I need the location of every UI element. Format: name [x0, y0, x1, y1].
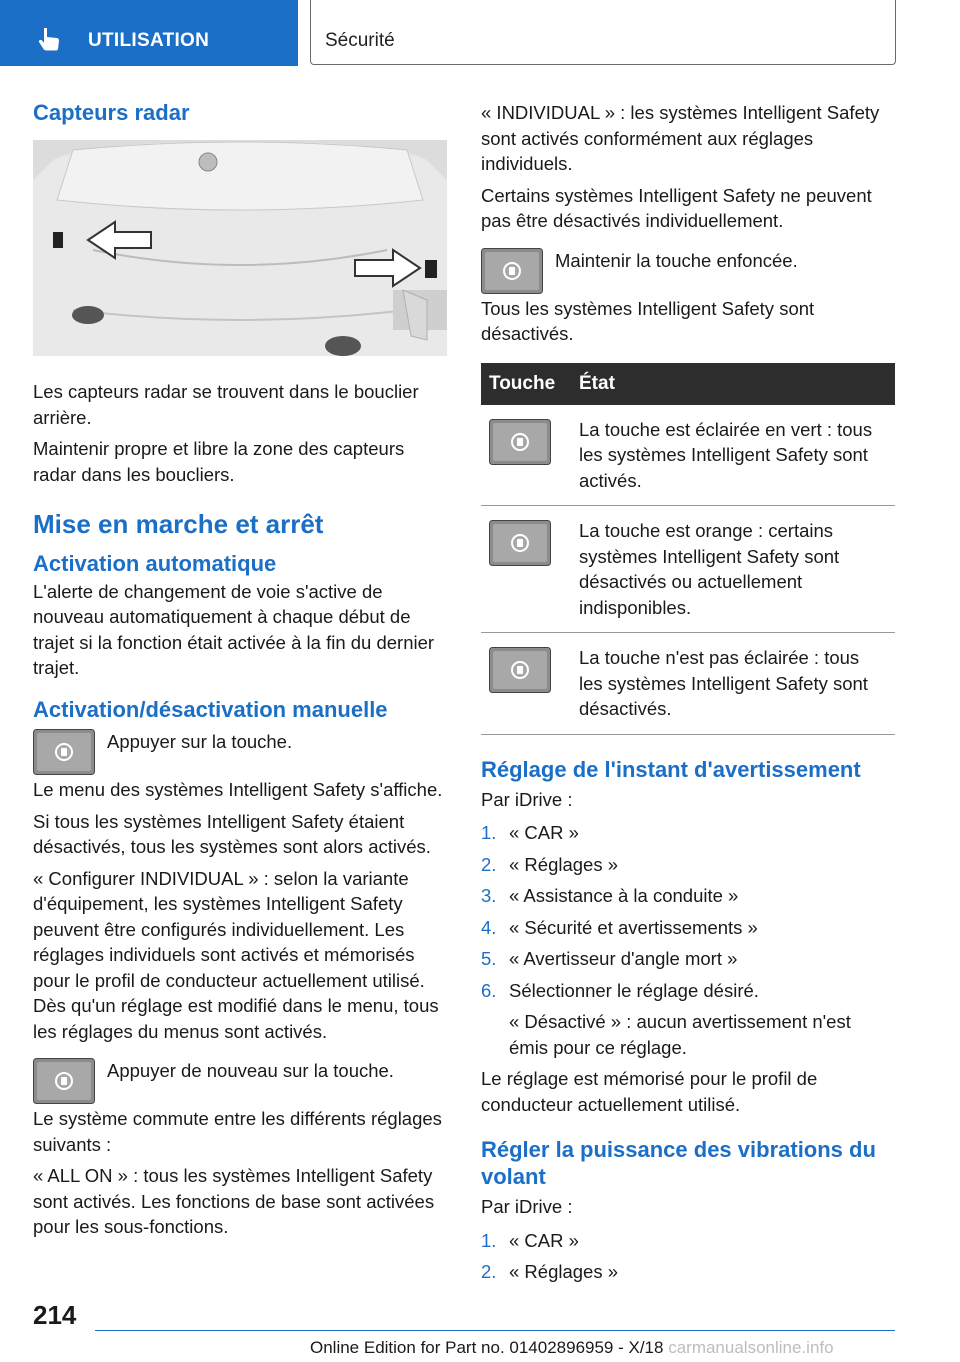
button-instruction-2 — [33, 1058, 447, 1104]
table-header-etat: État — [571, 363, 895, 405]
button-2-line-2: Le système commute entre les différents réglages suivants : — [33, 1108, 442, 1155]
table-row — [481, 633, 895, 735]
list-item: 2. « Réglages » — [481, 853, 619, 875]
list-item: 4. « Sécurité et avertissements » — [481, 916, 758, 938]
heading-manual: Activation/désactivation manuelle — [33, 696, 388, 722]
button-1-line-1: Appuyer sur la touche. — [107, 731, 293, 753]
par-idrive-2: Par iDrive : — [481, 1196, 573, 1218]
left-column — [33, 100, 447, 1246]
list-item: 3. « Assistance à la conduite » — [481, 885, 739, 907]
radar-paragraph-1: Les capteurs radar se trouvent dans le bouclier arrière. — [33, 381, 419, 428]
allon-paragraph: « ALL ON » : tous les systèmes Intelligent Safety sont activés. Les fonctions de base sont activées pour les sous-fonctions. — [33, 1165, 435, 1238]
section-label: Sécurité — [325, 30, 395, 51]
heading-vibrations: Régler la puissance des vibrations du volant — [481, 1137, 876, 1189]
button-2-line-1: Appuyer de nouveau sur la touche. — [107, 1060, 394, 1082]
safety-button-icon — [481, 248, 543, 294]
safety-button-icon — [489, 520, 551, 566]
car-rear-radar-image — [33, 140, 447, 356]
table-cell-etat: La touche est éclairée en vert : tous les systèmes Intelligent Safety sont activés. — [571, 405, 895, 506]
table-cell-etat: La touche est orange : certains systèmes Intelligent Safety sont désactivés ou actuellement indisponibles. — [571, 506, 895, 633]
hand-pointer-icon — [38, 27, 60, 51]
safety-button-icon — [489, 647, 551, 693]
safety-button-icon — [33, 1058, 95, 1104]
chapter-label: UTILISATION — [88, 30, 210, 51]
steps-list-2 — [481, 1228, 895, 1285]
safety-button-icon — [33, 729, 95, 775]
certains-paragraph: Certains systèmes Intelligent Safety ne peuvent pas être désactivés individuellement. — [481, 184, 872, 231]
radar-paragraph-2: Maintenir propre et libre la zone des capteurs radar dans les boucliers. — [33, 438, 405, 485]
right-column — [481, 100, 895, 1291]
table-row — [481, 506, 895, 633]
par-idrive: Par iDrive : — [481, 788, 573, 810]
list-item: 1. « CAR » — [481, 822, 579, 844]
heading-auto: Activation automatique — [33, 550, 277, 576]
button-3-line-2: Tous les systèmes Intelligent Safety sont désactivés. — [481, 297, 815, 344]
button-1-line-2: Le menu des systèmes Intelligent Safety s'affiche. — [33, 779, 443, 801]
steps-list-1 — [481, 820, 895, 1003]
button-instruction-1 — [33, 729, 447, 775]
config-paragraph: « Configurer INDIVIDUAL » : selon la variante d'équipement, les systèmes Intelligent Safety peuvent être configurés individuellement. Les réglages individuels sont activés et mémorisés pour le profil de conducteur actuellement utilisé. Dès qu'un réglage est modifié dans le menu, tous les réglages du menus sont activés. — [33, 867, 439, 1042]
memo-paragraph: Le réglage est mémorisé pour le profil de conducteur actuellement utilisé. — [481, 1068, 818, 1115]
list-item: 2. « Réglages » — [481, 1261, 619, 1283]
page-number: 214 — [33, 1300, 77, 1330]
heading-reglage: Réglage de l'instant d'avertissement — [481, 756, 861, 782]
list-item: 5. « Avertisseur d'angle mort » — [481, 948, 738, 970]
step-6-subtext: « Désactivé » : aucun avertissement n'est émis pour ce réglage. — [509, 1011, 851, 1058]
chapter-tab[interactable] — [0, 0, 298, 66]
table-header-touche: Touche — [481, 363, 571, 405]
table-header-row — [481, 363, 895, 405]
heading-mise: Mise en marche et arrêt — [33, 509, 324, 540]
list-item: 6. Sélectionner le réglage désiré. — [481, 979, 759, 1001]
footer-text — [310, 1338, 834, 1358]
heading-radar: Capteurs radar — [33, 100, 190, 125]
safety-button-icon — [489, 419, 551, 465]
button-3-line-1: Maintenir la touche enfoncée. — [555, 249, 798, 271]
footer-divider — [95, 1330, 895, 1331]
status-table — [481, 363, 895, 735]
edition-text: Online Edition for Part no. 01402896959 - X/18 — [310, 1338, 664, 1357]
watermark-text: carmanualsonline.info — [668, 1338, 834, 1357]
table-cell-etat: La touche n'est pas éclairée : tous les systèmes Intelligent Safety sont désactivés. — [571, 633, 895, 735]
table-row — [481, 405, 895, 506]
auto-paragraph: L'alerte de changement de voie s'active de nouveau automatiquement à chaque début de trajet si la fonction était activée à la fin du dernier trajet. — [33, 580, 435, 679]
si-paragraph: Si tous les systèmes Intelligent Safety étaient désactivés, tous les systèmes sont alors activés. — [33, 810, 431, 858]
section-header — [310, 0, 896, 65]
list-item: 1. « CAR » — [481, 1229, 579, 1251]
button-instruction-3 — [481, 248, 895, 294]
individual-paragraph: « INDIVIDUAL » : les systèmes Intelligent Safety sont activés conformément aux réglages individuels. — [481, 102, 880, 174]
